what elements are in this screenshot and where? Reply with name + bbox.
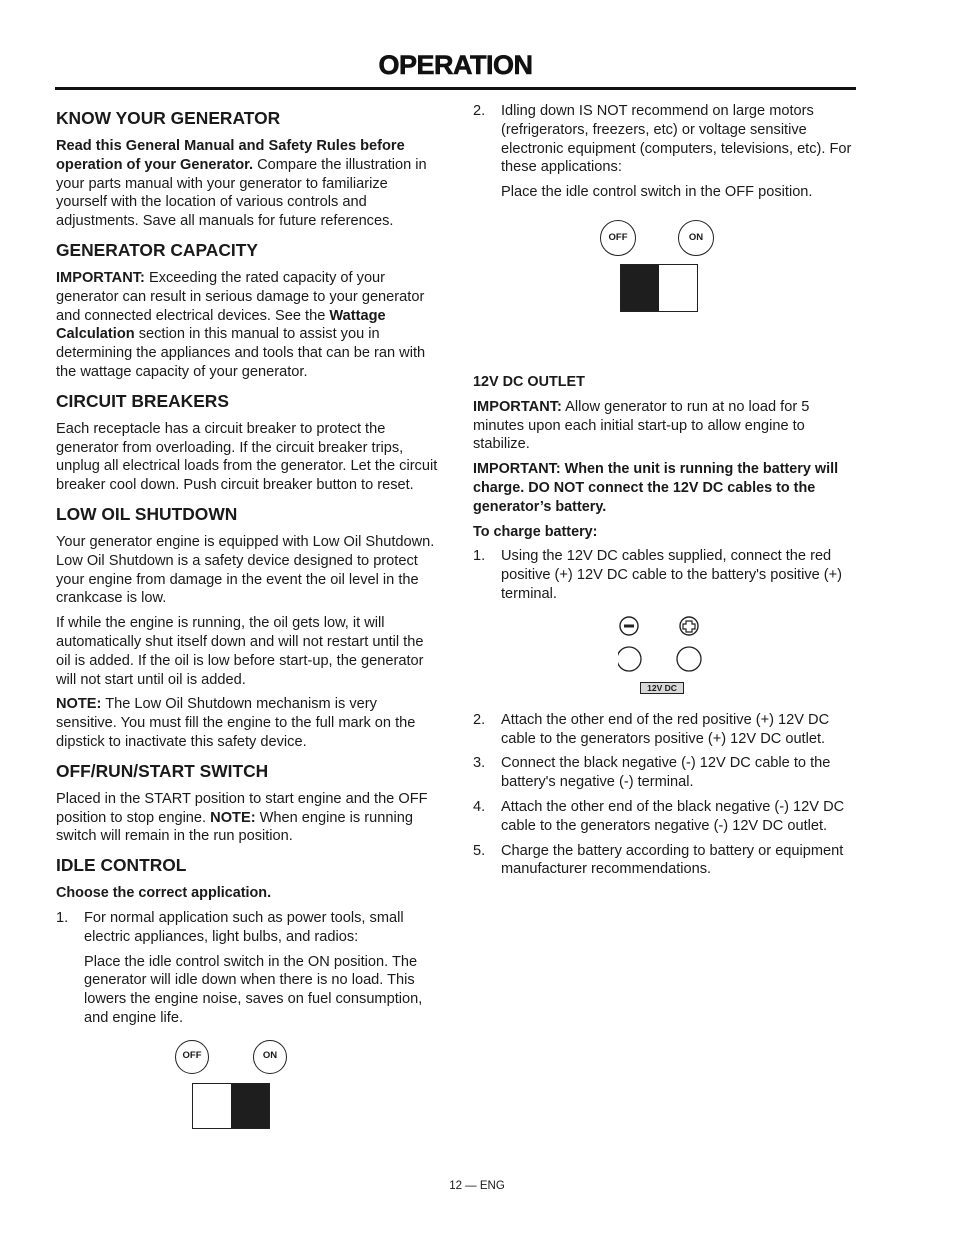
idle-item2-sub: Place the idle control switch in the OFF position. bbox=[501, 184, 813, 201]
item-text: Charge the battery according to battery or equipment manufacturer recommendations. bbox=[501, 842, 844, 878]
section-idle-control bbox=[56, 854, 438, 1135]
right-column bbox=[473, 102, 856, 885]
dc-label-badge: 12V DC bbox=[640, 682, 684, 694]
section-low-oil bbox=[56, 503, 438, 752]
know-generator-text bbox=[56, 137, 438, 231]
heading-generator-capacity: GENERATOR CAPACITY bbox=[56, 239, 258, 260]
heading-circuit-breakers: CIRCUIT BREAKERS bbox=[56, 390, 229, 411]
title-rule bbox=[55, 87, 856, 90]
capacity-text1: Exceeding the rated capacity of your generator can result in serious damage to your generator and connected electrical devices. See the bbox=[56, 269, 425, 324]
item-text: Attach the other end of the black negative (-) 12V DC cable to the generators negative (-) 12V DC outlet. bbox=[501, 798, 845, 834]
item-number: 4. bbox=[473, 798, 486, 815]
item-number: 2. bbox=[473, 103, 486, 119]
on-label-icon: ON bbox=[253, 1040, 287, 1074]
item-text: Using the 12V DC cables supplied, connect the red positive (+) 12V DC cable to the battery's positive (+) terminal. bbox=[501, 548, 843, 602]
dc-outlet-diagram bbox=[618, 616, 728, 701]
lowoil-note-text: The Low Oil Shutdown mechanism is very sensitive. You must fill the engine to the full mark on the dipstick to inactivate this safety device. bbox=[56, 696, 416, 750]
breakers-text: Each receptacle has a circuit breaker to protect the generator from overloading. If the circuit breaker trips, unplug all electrical loads from the generator. Let the circuit breaker cool down. Push circuit breaker button to reset. bbox=[56, 420, 438, 494]
switch-text2: When engine is running switch will remain in the run position. bbox=[56, 809, 413, 845]
item-text: For normal application such as power tools, small electric appliances, light bulbs, and radios: bbox=[84, 909, 404, 945]
capacity-text2: section in this manual to assist you in determining the appliances and tools that can be ran with the wattage capacity of your generator. bbox=[56, 326, 426, 380]
list-item bbox=[473, 711, 856, 749]
dc-important1-text: Allow generator to run at no load for 5 minutes upon each initial start-up to allow engine to stabilize. bbox=[473, 398, 810, 453]
off-label-icon: OFF bbox=[175, 1040, 209, 1074]
know-lead: Read this General Manual and Safety Rules before operation of your Generator. bbox=[56, 138, 405, 173]
left-column bbox=[56, 107, 438, 1143]
idle-list bbox=[56, 909, 438, 947]
lowoil-note-label: NOTE: bbox=[56, 696, 102, 713]
off-label-icon: OFF bbox=[600, 220, 636, 256]
on-label-icon: ON bbox=[678, 220, 714, 256]
list-item bbox=[56, 909, 438, 947]
item-number: 3. bbox=[473, 755, 486, 772]
idle-item1-sub: Place the idle control switch in the ON position. The generator will idle down when there is no load. This lowers the engine noise, saves on fuel consumption, and engine life. bbox=[84, 953, 423, 1026]
section-generator-capacity bbox=[56, 239, 438, 382]
item-number: 5. bbox=[473, 842, 486, 859]
lowoil-note bbox=[56, 695, 438, 751]
heading-switch: OFF/RUN/START SWITCH bbox=[56, 760, 269, 781]
capacity-wattage: Wattage Calculation bbox=[56, 307, 386, 343]
idle-list-continued bbox=[473, 102, 856, 177]
dc-important1-label: IMPORTANT: bbox=[473, 398, 562, 415]
section-know-generator bbox=[56, 107, 438, 231]
lowoil-p2: If while the engine is running, the oil gets low, it will automatically shut itself down and will not restart until the oil is added. If the oil is low before start-up, the generator will not start until oil is added. bbox=[56, 615, 424, 688]
heading-low-oil: LOW OIL SHUTDOWN bbox=[56, 503, 238, 524]
idle-lead: Choose the correct application. bbox=[56, 885, 272, 902]
list-item bbox=[473, 754, 856, 792]
item-text: Connect the black negative (-) 12V DC cable to the battery's negative (-) terminal. bbox=[501, 755, 831, 791]
heading-know-generator: KNOW YOUR GENERATOR bbox=[56, 108, 281, 128]
switch-note-label: NOTE: bbox=[210, 809, 256, 826]
negative-outlet-icon bbox=[618, 647, 641, 671]
heading-idle-control: IDLE CONTROL bbox=[56, 855, 187, 876]
dc-important2: IMPORTANT: When the unit is running the battery will charge. DO NOT connect the 12V DC cables to the generator’s battery. bbox=[473, 461, 839, 515]
rocker-switch-on bbox=[192, 1083, 270, 1129]
list-item bbox=[473, 798, 856, 836]
charge-steps-b bbox=[473, 711, 856, 879]
list-item bbox=[473, 547, 856, 603]
minus-sign bbox=[624, 624, 634, 627]
positive-outlet-icon bbox=[677, 647, 701, 671]
switch-text1: Placed in the START position to start engine and the OFF position to stop engine. bbox=[56, 790, 428, 826]
page-title: OPERATION bbox=[378, 50, 533, 80]
rocker-switch-off bbox=[620, 264, 698, 312]
item-text: Attach the other end of the red positive (+) 12V DC cable to the generators positive (+) 12V DC outlet. bbox=[501, 711, 830, 747]
dc-important1 bbox=[473, 398, 856, 454]
item-number: 1. bbox=[56, 909, 69, 926]
section-circuit-breakers bbox=[56, 390, 438, 495]
item-text: Idling down IS NOT recommend on large motors (refrigerators, freezers, etc) or voltage sensitive electronic equipment (computers, televisions, etc). For these applications: bbox=[501, 103, 852, 176]
section-switch bbox=[56, 760, 438, 846]
capacity-important: IMPORTANT: bbox=[56, 269, 145, 286]
page-number: 12 — ENG bbox=[449, 1180, 505, 1192]
heading-12v-dc: 12V DC OUTLET bbox=[473, 373, 585, 390]
rocker-off-half bbox=[193, 1084, 231, 1128]
dc-charge-label: To charge battery: bbox=[473, 523, 598, 540]
switch-text bbox=[56, 790, 438, 846]
rocker-on-half bbox=[659, 265, 697, 311]
lowoil-p1: Your generator engine is equipped with Low Oil Shutdown. Low Oil Shutdown is a safety device designed to protect your engine from damage in the event the oil level in the crankcase is low. bbox=[56, 533, 435, 607]
rocker-on-half bbox=[231, 1084, 269, 1128]
section-12v-dc bbox=[473, 373, 856, 879]
list-item bbox=[473, 842, 856, 880]
capacity-text bbox=[56, 269, 438, 382]
item-number: 2. bbox=[473, 711, 486, 728]
charge-steps-a bbox=[473, 547, 856, 603]
rocker-off-half bbox=[621, 265, 659, 311]
idle-switch-on-diagram bbox=[175, 1040, 285, 1135]
know-body: Compare the illustration in your parts manual with your generator to familiarize yourself with the location of various controls and adjustments. Save all manuals for future references. bbox=[56, 156, 427, 230]
list-item bbox=[473, 102, 856, 177]
item-number: 1. bbox=[473, 548, 486, 565]
idle-switch-off-diagram bbox=[600, 220, 710, 315]
